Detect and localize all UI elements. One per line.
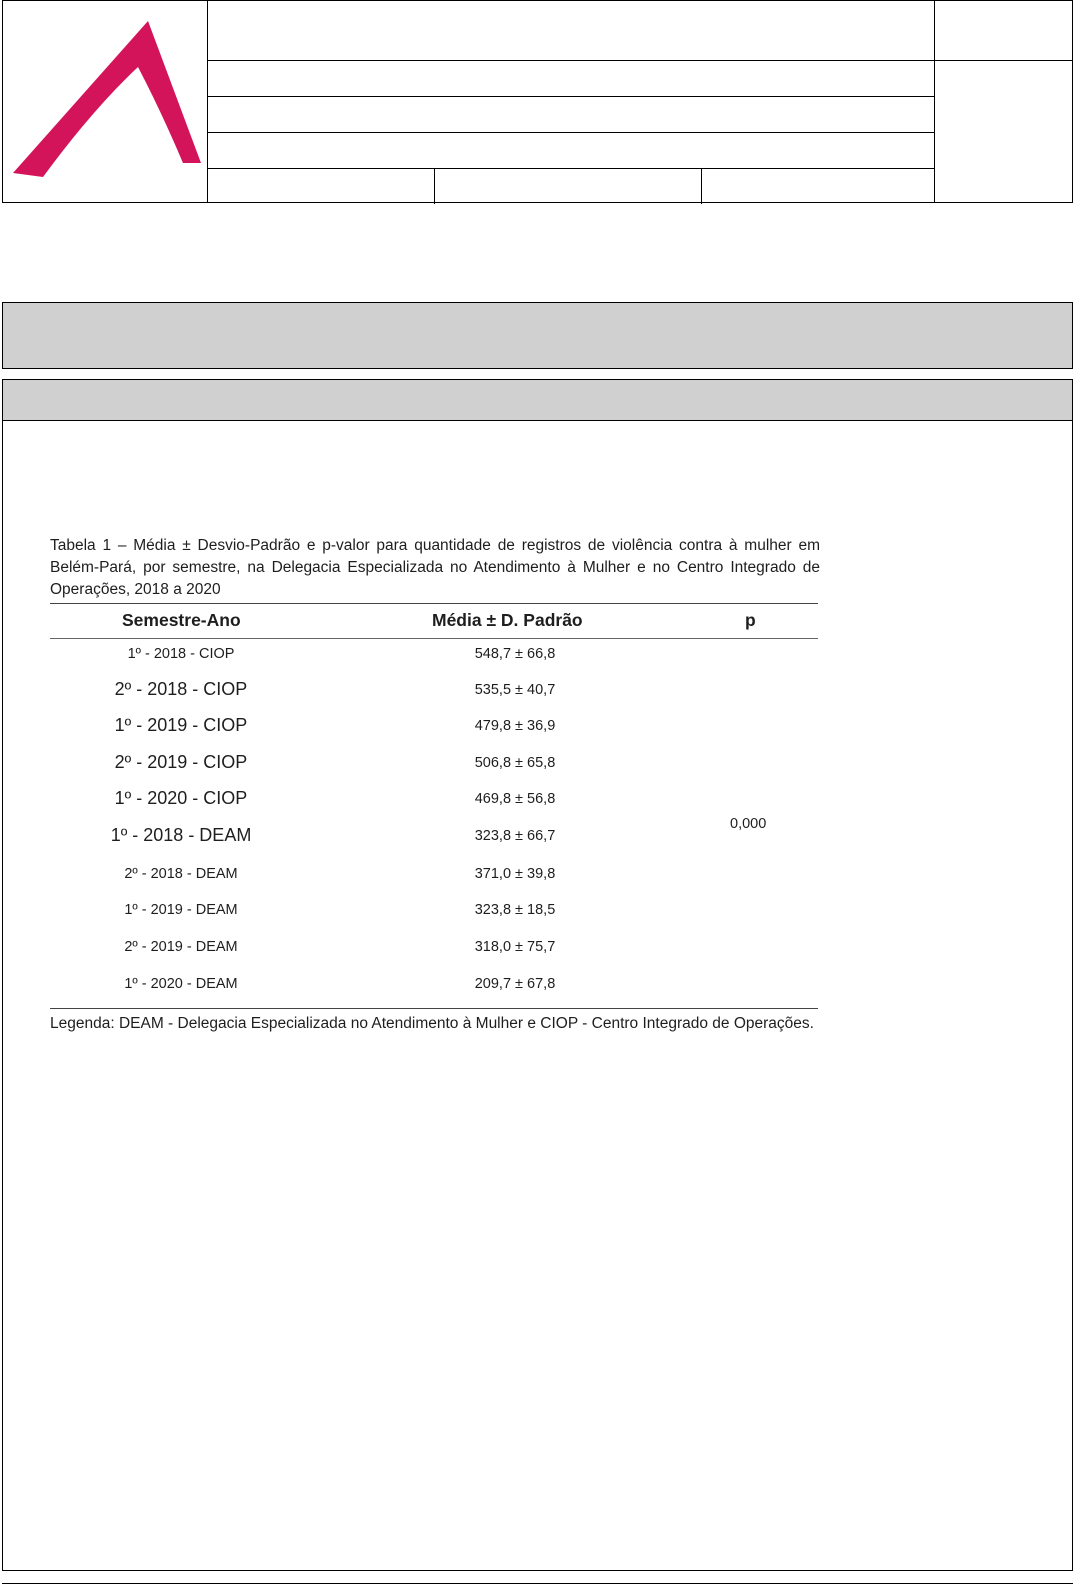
table-header [50,604,820,638]
table-row [50,976,818,1013]
header-row-3 [208,97,934,133]
table-row [50,752,818,789]
header-side-top [935,1,1072,61]
logo-cell [3,1,208,202]
row-semestre: 1º - 2020 - DEAM [124,976,238,992]
row-media: 506,8 ± 65,8 [474,755,556,771]
header-fields [208,1,935,202]
footer-rule [2,1583,1073,1584]
row-semestre: 2º - 2019 - DEAM [124,939,238,955]
table-body [50,639,820,1008]
table-row [50,679,818,716]
row-semestre: 1º - 2020 - CIOP [114,788,248,808]
section-title-band [2,302,1073,369]
header-row-4 [208,133,934,169]
table-row [50,646,818,683]
header-row-5 [208,169,934,204]
row-media: 371,0 ± 39,8 [474,866,556,882]
table-row [50,825,818,862]
column-header-semestre: Semestre-Ano [122,610,241,630]
column-header-p: p [745,610,756,630]
data-table [50,603,820,1009]
row-media: 469,8 ± 56,8 [474,791,556,807]
arrow-a-logo-icon [3,1,208,201]
row-media: 548,7 ± 66,8 [474,646,556,662]
row-semestre: 1º - 2018 - CIOP [127,646,235,662]
row-media: 535,5 ± 40,7 [474,682,556,698]
row-semestre: 1º - 2018 - DEAM [110,825,252,845]
row-media: 318,0 ± 75,7 [474,939,556,955]
row-semestre: 1º - 2019 - CIOP [114,715,248,735]
header-side [935,1,1072,202]
table-row [50,715,818,752]
row-semestre: 2º - 2018 - DEAM [124,866,238,882]
p-value: 0,000 [730,816,767,832]
header-row-2 [208,61,934,97]
table-row [50,902,818,939]
table-caption: Tabela 1 – Média ± Desvio-Padrão e p-valor para quantidade de registros de violência contra à mulher em Belém-Pará, por semestre, na Delegacia Especializada no Atendimento à Mulher e no Centro Integrado de Operações, 2018 a 2020 [50,537,820,598]
column-header-media: Média ± D. Padrão [432,610,583,630]
row-media: 323,8 ± 18,5 [474,902,556,918]
row-semestre: 1º - 2019 - DEAM [124,902,238,918]
table-row [50,788,818,825]
table-figure [50,535,820,1035]
table-legend: Legenda: DEAM - Delegacia Especializada no Atendimento à Mulher e CIOP - Centro Integrado de Operações. [50,1015,814,1032]
row-media: 479,8 ± 36,9 [474,718,556,734]
table-row [50,939,818,976]
header-cell-5a [208,169,435,204]
subsection-title-band [3,380,1072,421]
header-cell-5b [435,169,702,204]
document-header [2,0,1073,203]
row-semestre: 2º - 2019 - CIOP [114,752,248,772]
row-media: 323,8 ± 66,7 [474,828,556,844]
row-semestre: 2º - 2018 - CIOP [114,679,248,699]
row-media: 209,7 ± 67,8 [474,976,556,992]
table-row [50,866,818,903]
header-row-1 [208,1,934,61]
